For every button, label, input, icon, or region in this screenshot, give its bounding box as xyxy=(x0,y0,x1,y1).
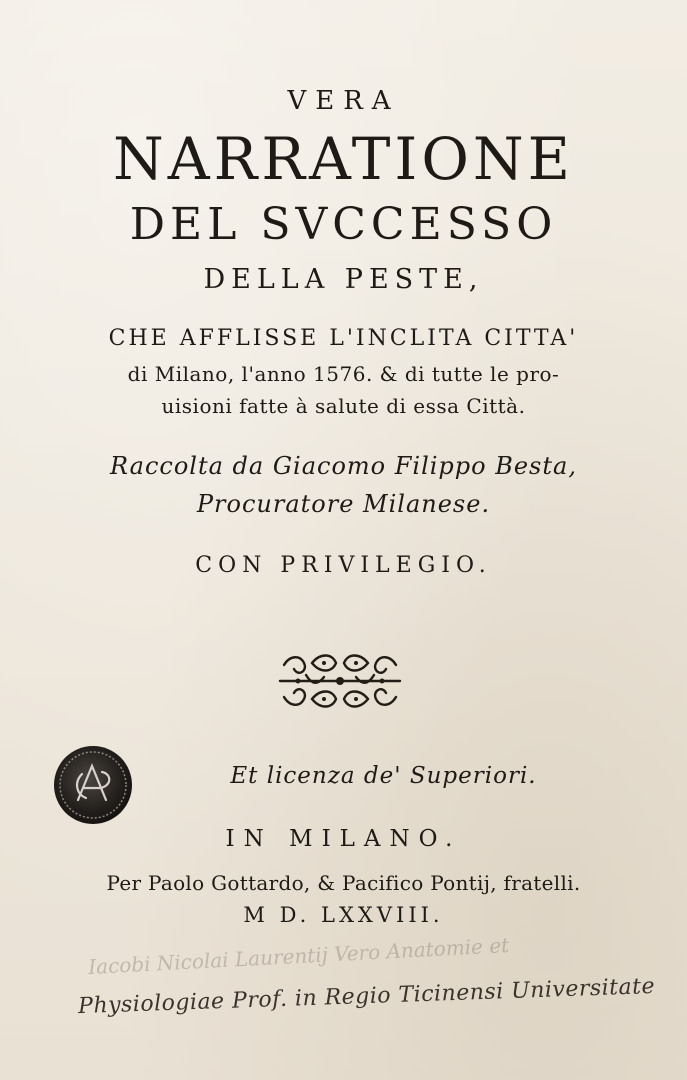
manuscript-inscription-ink: Physiologiae Prof. in Regio Ticinensi Universitate xyxy=(77,973,656,1020)
manuscript-inscription-faded: Iacobi Nicolai Laurentij Vero Anatomie et xyxy=(87,932,510,980)
imprint-printers: Per Paolo Gottardo, & Pacifico Pontij, fratelli. xyxy=(106,871,581,895)
author-line-procuratore: Procuratore Milanese. xyxy=(196,490,491,518)
imprint-date: M D. LXXVIII. xyxy=(243,903,444,927)
subtitle-line-milano: di Milano, l'anno 1576. & di tutte le pro- xyxy=(127,362,560,386)
subtitle-line-provisioni: uisioni fatte à salute di essa Città. xyxy=(161,394,526,418)
licence-line: Et licenza de' Superiori. xyxy=(230,763,537,789)
imprint-place: IN MILANO. xyxy=(225,826,462,852)
title-line-vera: VERA xyxy=(287,86,400,116)
title-line-del-successo: DEL SVCCESSO xyxy=(129,199,558,250)
printer-ornament-icon xyxy=(276,651,404,711)
title-line-della-peste: DELLA PESTE, xyxy=(203,264,484,295)
author-line-raccolta: Raccolta da Giacomo Filippo Besta, xyxy=(110,452,577,480)
title-line-narratione: NARRATIONE xyxy=(113,125,574,193)
privilege-line: CON PRIVILEGIO. xyxy=(195,553,492,578)
subtitle-line-afflisse: CHE AFFLISSE L'INCLITA CITTA' xyxy=(108,326,579,351)
